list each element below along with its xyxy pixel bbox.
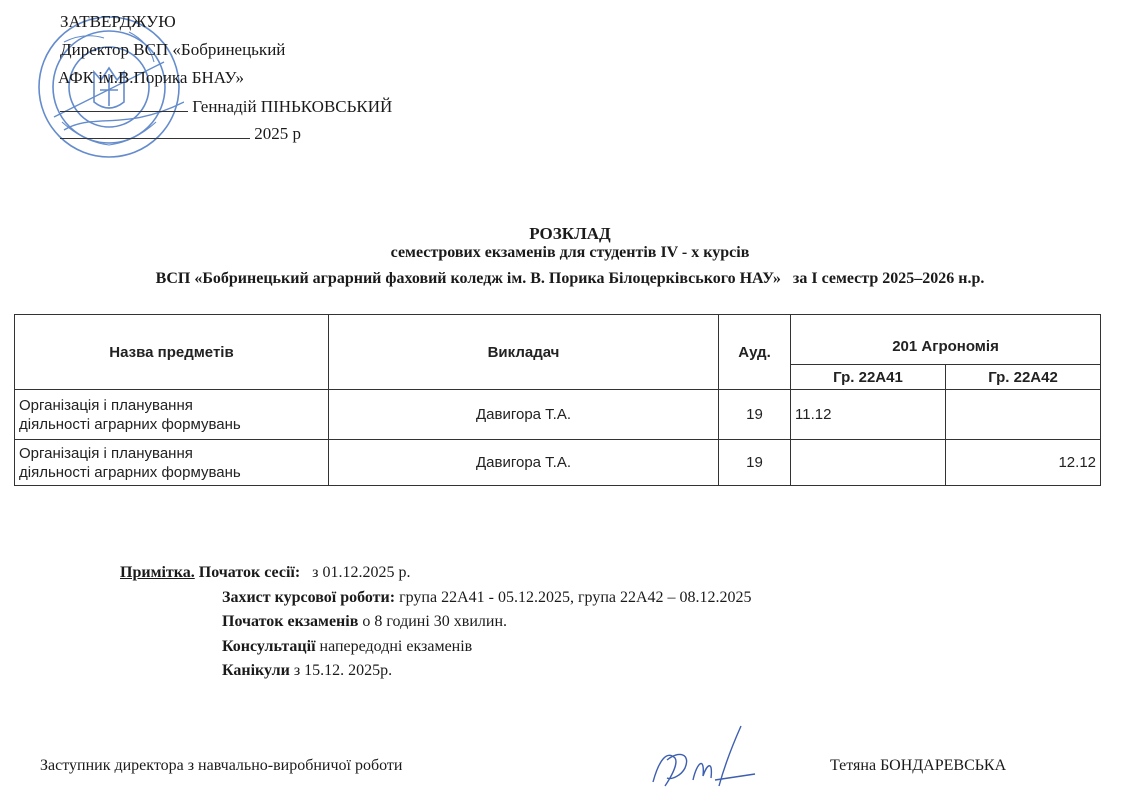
document-institution-line <box>0 270 1140 288</box>
subject-line: Організація і планування <box>19 444 193 462</box>
header-room: Ауд. <box>719 315 791 390</box>
subject-line: Організація і планування <box>19 396 193 414</box>
approval-year: 2025 р <box>254 124 301 143</box>
note-consultations <box>222 638 472 656</box>
subject-cell <box>15 440 329 486</box>
exam-schedule-table <box>14 314 1101 486</box>
subject-cell <box>15 390 329 440</box>
group-2-date-cell: 12.12 <box>946 440 1101 486</box>
teacher-cell: Давигора Т.А. <box>329 390 719 440</box>
note-defense <box>222 589 752 607</box>
institution-name: ВСП «Бобринецький аграрний фаховий коледж ім. В. Порика Білоцерківського НАУ» <box>155 270 781 287</box>
note-holidays <box>222 662 392 680</box>
table-row <box>15 440 1101 486</box>
approval-date-line <box>60 124 301 144</box>
note-holidays-value: з 15.12. 2025р. <box>293 662 393 679</box>
header-specialty: 201 Агрономія <box>791 315 1101 365</box>
header-teacher: Викладач <box>329 315 719 390</box>
note-defense-label: Захист курсової роботи: <box>222 589 396 606</box>
document-title: РОЗКЛАД <box>529 224 611 243</box>
date-blank <box>60 138 250 139</box>
semester-label: за І семестр 2025–2026 н.р. <box>792 270 985 287</box>
room-cell: 19 <box>719 440 791 486</box>
signature-icon <box>645 720 765 796</box>
approval-institution: АФК ім.В.Порика БНАУ» <box>58 68 245 87</box>
note-exams-value: о 8 годині 30 хвилин. <box>362 613 507 630</box>
approval-block <box>0 0 460 180</box>
teacher-cell: Давигора Т.А. <box>329 440 719 486</box>
document-subtitle: семестрових екзаменів для студентів IV - х курсів <box>390 244 750 261</box>
group-1-date-cell: 11.12 <box>791 390 946 440</box>
room-cell: 19 <box>719 390 791 440</box>
table-header-row <box>15 315 1101 365</box>
footer-position: Заступник директора з навчально-виробничої роботи <box>40 757 403 774</box>
header-group-1: Гр. 22А41 <box>791 365 946 390</box>
note-exams-start <box>222 613 507 631</box>
note-holidays-label: Канікули <box>222 662 290 679</box>
table-row <box>15 390 1101 440</box>
signature-blank <box>60 111 188 112</box>
footer-name: Тетяна БОНДАРЕВСЬКА <box>830 757 1007 774</box>
group-2-date-cell <box>946 390 1101 440</box>
header-subject: Назва предметів <box>15 315 329 390</box>
approval-position: Директор ВСП «Бобринецький <box>60 40 286 59</box>
approval-signature-line <box>60 97 392 117</box>
note-consult-value: напередодні екзаменів <box>319 638 473 655</box>
group-1-date-cell <box>791 440 946 486</box>
note-consult-label: Консультації <box>222 638 316 655</box>
note-label: Примітка. <box>120 564 195 581</box>
note-start-label: Початок сесії: <box>198 564 301 581</box>
subject-line: діяльності аграрних формувань <box>19 415 241 433</box>
approval-heading: ЗАТВЕРДЖУЮ <box>60 12 176 31</box>
header-group-2: Гр. 22А42 <box>946 365 1101 390</box>
note-exams-label: Початок екзаменів <box>222 613 359 630</box>
note-defense-value: група 22А41 - 05.12.2025, група 22А42 – 08.12.2025 <box>399 589 752 606</box>
subject-line: діяльності аграрних формувань <box>19 463 241 481</box>
approval-director-name: Геннадій ПІНЬКОВСЬКИЙ <box>192 97 393 116</box>
note-start-value: з 01.12.2025 р. <box>312 564 411 581</box>
note-session-start <box>120 564 411 582</box>
